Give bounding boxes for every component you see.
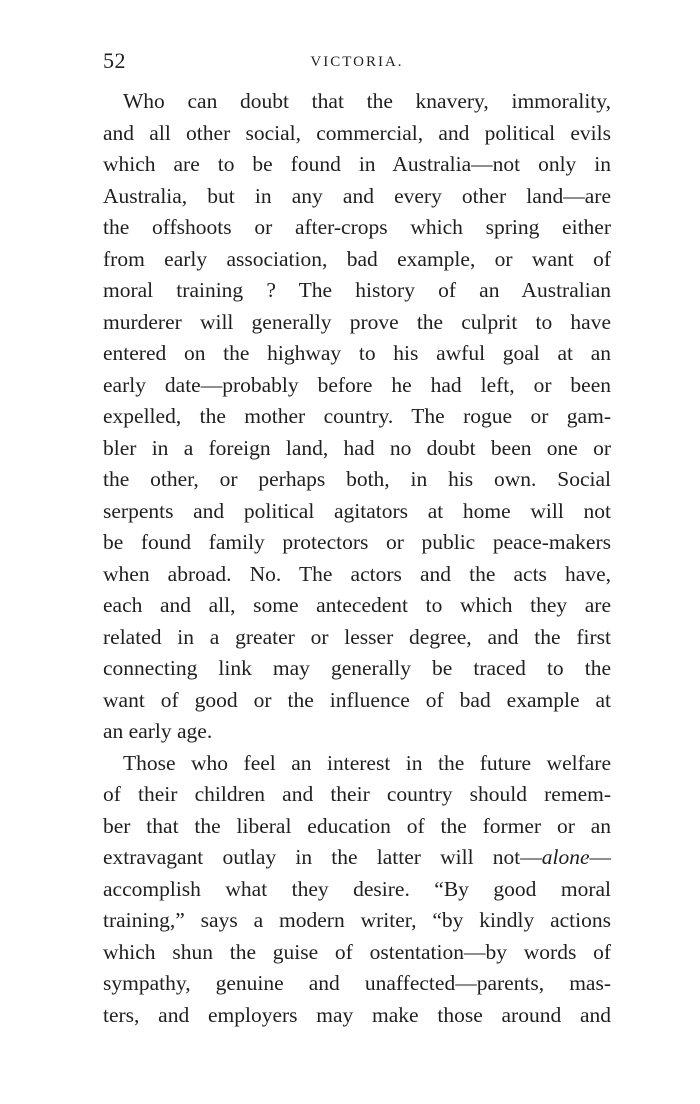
text-line: the other, or perhaps both, in his own. Social: [103, 467, 611, 491]
text-line: accomplish what they desire. “By good moral: [103, 876, 611, 901]
text-line: related in a greater or lesser degree, and the first: [103, 624, 611, 649]
text-line: each and all, some antecedent to which they are: [103, 593, 611, 617]
text-line: of their children and their country should remem-: [103, 782, 611, 806]
text-line: early date—probably before he had left, or been: [103, 372, 611, 397]
text-line: Those who feel an interest in the future welfare: [123, 750, 611, 775]
paragraph-1: [103, 86, 611, 748]
body-text: [103, 86, 611, 1031]
text-line: Australia, but in any and every other land—are: [103, 183, 611, 208]
text-line: Who can doubt that the knavery, immorality,: [123, 89, 611, 113]
text-line: serpents and political agitators at home will not: [103, 498, 611, 523]
text-line: training,” says a modern writer, “by kindly actions: [103, 908, 611, 932]
text-line-with-emphasis: [103, 842, 611, 874]
text-line: and all other social, commercial, and political evils: [103, 120, 611, 145]
text-line: be found family protectors or public peace-makers: [103, 530, 611, 554]
text-line: which are to be found in Australia—not only in: [103, 152, 611, 176]
text-line: when abroad. No. The actors and the acts have,: [103, 561, 611, 586]
text-line: sympathy, genuine and unaffected—parents, mas-: [103, 971, 611, 995]
paragraph-2: [103, 748, 611, 1032]
text-line: moral training ? The history of an Australian: [103, 278, 611, 302]
emphasis-word: alone: [541, 845, 590, 869]
text-line: murderer will generally prove the culprit to have: [103, 309, 611, 334]
page-number: 52: [103, 48, 126, 73]
text-fragment: extravagant outlay in the latter will not—: [103, 845, 542, 869]
text-line: want of good or the influence of bad example at: [103, 687, 611, 712]
text-line: entered on the highway to his awful goal at an: [103, 341, 611, 365]
text-line: expelled, the mother country. The rogue or gam-: [103, 404, 611, 428]
text-line: ber that the liberal education of the former or an: [103, 813, 611, 838]
text-line: from early association, bad example, or want of: [103, 246, 611, 271]
running-title: VICTORIA.: [310, 54, 404, 70]
text-line: the offshoots or after-crops which spring either: [103, 215, 611, 239]
text-line: an early age.: [103, 719, 213, 743]
running-head: [103, 48, 611, 74]
text-line: ters, and employers may make those around and: [103, 1002, 611, 1027]
text-line: connecting link may generally be traced to the: [103, 656, 611, 680]
text-fragment: —: [589, 845, 611, 869]
text-line: which shun the guise of ostentation—by words of: [103, 939, 611, 964]
text-line: bler in a foreign land, had no doubt been one or: [103, 435, 611, 460]
